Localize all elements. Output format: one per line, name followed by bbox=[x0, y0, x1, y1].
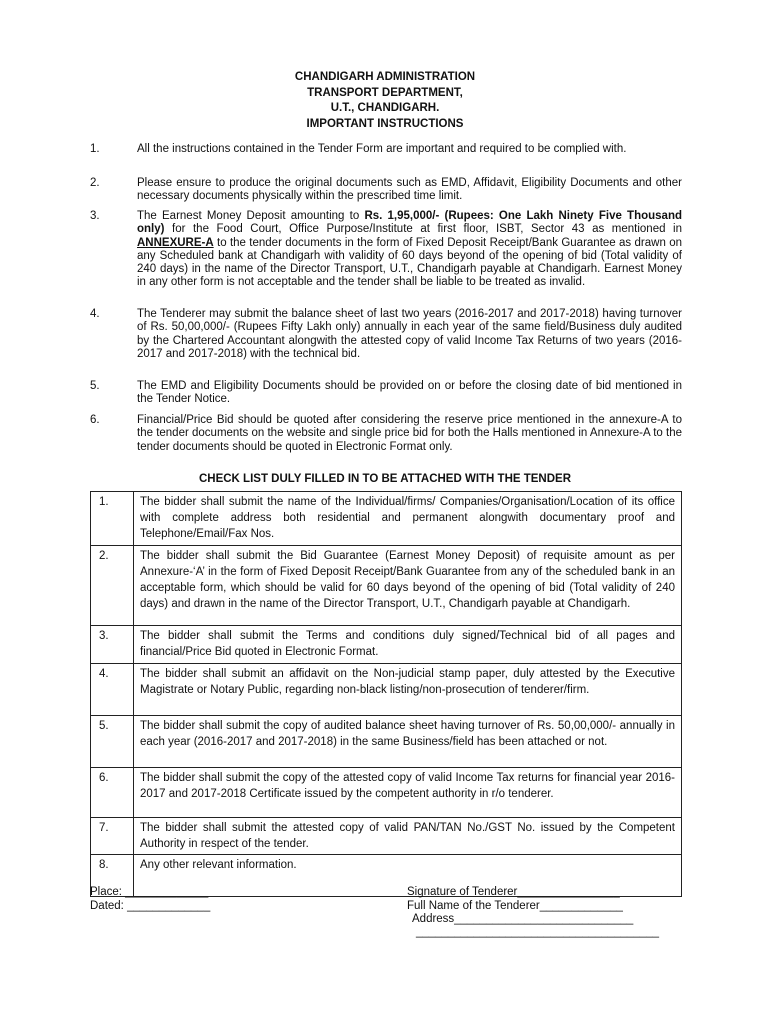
header-line-title: IMPORTANT INSTRUCTIONS bbox=[306, 117, 464, 130]
checklist-text: The bidder shall submit the Terms and conditions duly signed/Technical bid of all pages and financial/Price Bid quoted in Electronic Format. bbox=[134, 626, 682, 664]
instruction-number: 1. bbox=[90, 143, 100, 155]
table-row bbox=[91, 546, 682, 626]
checklist-number: 2. bbox=[91, 546, 134, 626]
table-row bbox=[91, 626, 682, 664]
checklist-table bbox=[90, 491, 682, 897]
signature-field: Signature of Tenderer________________ bbox=[407, 886, 620, 898]
checklist-number: 6. bbox=[91, 768, 134, 818]
header-line-location: U.T., CHANDIGARH. bbox=[330, 102, 440, 114]
instruction-text bbox=[137, 210, 682, 290]
table-row bbox=[91, 768, 682, 818]
checklist-number: 8. bbox=[91, 855, 134, 897]
dated-field: Dated: _____________ bbox=[90, 900, 211, 912]
instruction-text: All the instructions contained in the Tender Form are important and required to be complied with. bbox=[137, 143, 627, 155]
table-row bbox=[91, 716, 682, 768]
full-name-field: Full Name of the Tenderer_____________ bbox=[407, 900, 623, 912]
checklist-text: The bidder shall submit the copy of audited balance sheet having turnover of Rs. 50,00,000/- annually in each year (2016-2017 and 2017-2018) in the same Business/field has been attached or not. bbox=[134, 716, 682, 768]
instruction-text: Please ensure to produce the original documents such as EMD, Affidavit, Eligibility Documents and other necessary documents physically within the prescribed time limit. bbox=[137, 177, 682, 203]
table-row bbox=[91, 492, 682, 546]
instruction-number: 3. bbox=[90, 210, 100, 222]
checklist-text: Any other relevant information. bbox=[134, 855, 682, 897]
header-line-department: TRANSPORT DEPARTMENT, bbox=[307, 86, 463, 99]
instruction-number: 4. bbox=[90, 308, 100, 320]
checklist-number: 1. bbox=[91, 492, 134, 546]
checklist-text: The bidder shall submit the name of the Individual/firms/ Companies/Organisation/Location of its office with complete address both residential and permanent alongwith documentary proof and Telephone/Email/Fax Nos. bbox=[134, 492, 682, 546]
header-line-administration: CHANDIGARH ADMINISTRATION bbox=[294, 71, 476, 83]
address-field: Address____________________________ bbox=[412, 913, 634, 925]
checklist-text: The bidder shall submit the Bid Guarantee (Earnest Money Deposit) of requisite amount as per Annexure-‘A’ in the form of Fixed Deposit Receipt/Bank Guarantee from any of the scheduled bank in an acceptable form, which should be valid for 60 days beyond of the opening of bid (Total validity of 240 days) and drawn in the name of the Director Transport, U.T., Chandigarh payable at Chandigarh. bbox=[134, 546, 682, 626]
checklist-number: 3. bbox=[91, 626, 134, 664]
instruction-number: 2. bbox=[90, 177, 100, 189]
emd-amount: Rs. 1,95,000/- (Rupees: One Lakh Ninety Five Thousand only) bbox=[137, 210, 682, 236]
place-field: Place: _____________ bbox=[90, 886, 209, 898]
instruction-text-part: for the Food Court, Office Purpose/Institute at first floor, ISBT, Sector 43 as mentioned in bbox=[164, 223, 682, 236]
instruction-text: Financial/Price Bid should be quoted after considering the reserve price mentioned in the annexure-A to the tender documents on the website and single price bid for both the Halls mentioned in Annexure-A to the tender documents should be quoted in Electronic Format only. bbox=[137, 414, 682, 453]
instruction-number: 6. bbox=[90, 414, 100, 426]
checklist-text: The bidder shall submit an affidavit on the Non-judicial stamp paper, duly attested by the Executive Magistrate or Notary Public, regarding non-black listing/non-prosecution of tenderer/firm. bbox=[134, 664, 682, 716]
instruction-text-part: The Earnest Money Deposit amounting to bbox=[137, 210, 365, 222]
checklist-text: The bidder shall submit the attested copy of valid PAN/TAN No./GST No. issued by the Competent Authority in respect of the tender. bbox=[134, 818, 682, 855]
checklist-title: CHECK LIST DULY FILLED IN TO BE ATTACHED WITH THE TENDER bbox=[198, 473, 572, 485]
checklist-number: 4. bbox=[91, 664, 134, 716]
annexure-reference: ANNEXURE-A bbox=[137, 236, 214, 249]
table-row bbox=[91, 818, 682, 855]
address-line-2: ______________________________________ bbox=[416, 926, 660, 938]
instruction-text: The Tenderer may submit the balance sheet of last two years (2016-2017 and 2017-2018) having turnover of Rs. 50,00,000/- (Rupees Fifty Lakh only) annually in each year of the same field/Business duly audited by the Chartered Accountant alongwith the attested copy of valid Income Tax Returns of two years (2016-2017 and 2017-2018) with the technical bid. bbox=[137, 308, 682, 360]
instruction-number: 5. bbox=[90, 380, 100, 392]
checklist-number: 7. bbox=[91, 818, 134, 855]
document-header bbox=[0, 70, 770, 132]
checklist-number: 5. bbox=[91, 716, 134, 768]
instruction-text: The EMD and Eligibility Documents should be provided on or before the closing date of bid mentioned in the Tender Notice. bbox=[137, 380, 682, 406]
checklist-text: The bidder shall submit the copy of the attested copy of valid Income Tax returns for financial year 2016-2017 and 2017-2018 Certificate issued by the competent authority in r/o tenderer. bbox=[134, 768, 682, 818]
instruction-text-part: to the tender documents in the form of Fixed Deposit Receipt/Bank Guarantee as drawn on any Scheduled bank at Chandigarh with validity of 60 days beyond of the opening of bid (Total validity of 240 days) in the name of the Director Transport, U.T., Chandigarh payable at Chandigarh. Earnest Money in any other form is not acceptable and the tender shall be liable to be treated as invalid. bbox=[137, 236, 682, 289]
table-row bbox=[91, 664, 682, 716]
